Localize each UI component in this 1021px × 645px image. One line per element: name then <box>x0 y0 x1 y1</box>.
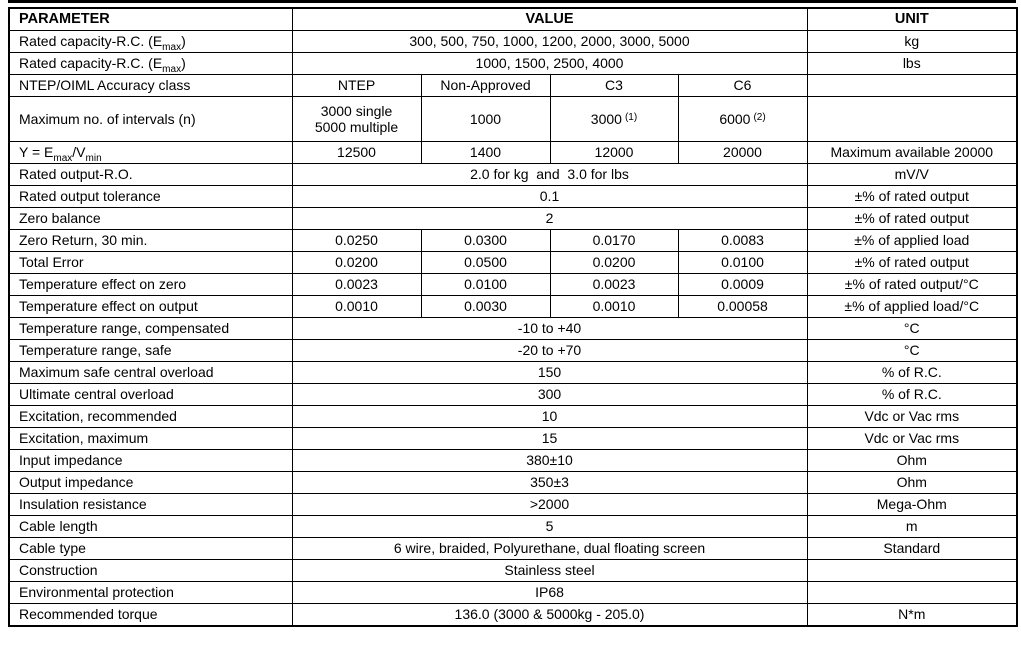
value-cell-non-approved: Non-Approved <box>421 75 550 97</box>
unit-cell: Standard <box>807 538 1017 560</box>
value-cell: 5 <box>292 516 807 538</box>
value-cell: 136.0 (3000 & 5000kg - 205.0) <box>292 604 807 627</box>
unit-cell: ±% of rated output <box>807 208 1017 230</box>
param-cell: Temperature effect on output <box>9 296 292 318</box>
value-line: 3000 single <box>320 103 393 119</box>
value-cell-non-approved: 0.0100 <box>421 274 550 296</box>
unit-cell <box>807 75 1017 97</box>
value-cell: >2000 <box>292 494 807 516</box>
value-cell-non-approved: 0.0300 <box>421 230 550 252</box>
value-cell-non-approved: 0.0500 <box>421 252 550 274</box>
value-cell-ntep <box>292 97 421 142</box>
unit-cell <box>807 97 1017 142</box>
param-cell: Construction <box>9 560 292 582</box>
param-cell <box>9 31 292 53</box>
param-cell: Recommended torque <box>9 604 292 627</box>
table-row-temp-range-safe <box>9 340 1017 362</box>
value-cell: 300, 500, 750, 1000, 1200, 2000, 3000, 5000 <box>292 31 807 53</box>
value-cell: 15 <box>292 428 807 450</box>
param-cell: Excitation, recommended <box>9 406 292 428</box>
table-row-temp-effect-zero <box>9 274 1017 296</box>
param-cell: Input impedance <box>9 450 292 472</box>
param-text: Y = E <box>19 144 54 161</box>
value-cell-ntep: 0.0010 <box>292 296 421 318</box>
table-row-rated-capacity-kg <box>9 31 1017 53</box>
value-cell: 1000, 1500, 2500, 4000 <box>292 53 807 75</box>
table-row-input-impedance <box>9 450 1017 472</box>
value-cell-c3: 12000 <box>550 142 678 164</box>
value-cell-c3 <box>550 97 678 142</box>
value-text: 3000 <box>590 110 622 127</box>
table-row-temp-range-compensated <box>9 318 1017 340</box>
value-cell-c6: 20000 <box>678 142 807 164</box>
param-cell: Maximum safe central overload <box>9 362 292 384</box>
value-text: 6000 <box>719 110 751 127</box>
value-cell: 10 <box>292 406 807 428</box>
value-cell: 2 <box>292 208 807 230</box>
param-subscript: max <box>162 42 182 53</box>
value-cell-ntep: 0.0250 <box>292 230 421 252</box>
unit-cell: Vdc or Vac rms <box>807 406 1017 428</box>
param-text: Rated capacity-R.C. (E <box>19 55 163 72</box>
param-cell: Ultimate central overload <box>9 384 292 406</box>
header-row <box>9 8 1017 31</box>
value-cell: 6 wire, braided, Polyurethane, dual floating screen <box>292 538 807 560</box>
value-cell-ntep: 12500 <box>292 142 421 164</box>
value-cell: 300 <box>292 384 807 406</box>
param-cell: Maximum no. of intervals (n) <box>9 97 292 142</box>
col-header-unit: UNIT <box>807 8 1017 31</box>
param-text: ) <box>181 55 186 72</box>
param-cell: NTEP/OIML Accuracy class <box>9 75 292 97</box>
param-subscript: min <box>85 153 102 164</box>
value-cell: -20 to +70 <box>292 340 807 362</box>
param-cell: Excitation, maximum <box>9 428 292 450</box>
value-cell-c6: 0.0009 <box>678 274 807 296</box>
unit-cell: °C <box>807 318 1017 340</box>
value-cell: -10 to +40 <box>292 318 807 340</box>
unit-cell: Vdc or Vac rms <box>807 428 1017 450</box>
value-cell: Stainless steel <box>292 560 807 582</box>
param-cell: Temperature range, safe <box>9 340 292 362</box>
unit-cell: kg <box>807 31 1017 53</box>
unit-cell <box>807 582 1017 604</box>
table-row-output-impedance <box>9 472 1017 494</box>
value-cell-c6: 0.00058 <box>678 296 807 318</box>
top-border-line <box>8 0 1016 3</box>
value-cell-c6: 0.0100 <box>678 252 807 274</box>
value-cell-non-approved: 1000 <box>421 97 550 142</box>
unit-cell: Maximum available 20000 <box>807 142 1017 164</box>
unit-cell: °C <box>807 340 1017 362</box>
value-cell-non-approved: 0.0030 <box>421 296 550 318</box>
unit-cell: ±% of rated output <box>807 252 1017 274</box>
param-text: Rated capacity-R.C. (E <box>19 33 163 50</box>
param-cell <box>9 53 292 75</box>
param-cell <box>9 142 292 164</box>
value-cell-ntep: 0.0200 <box>292 252 421 274</box>
value-cell-c6 <box>678 97 807 142</box>
table-row-ultimate-overload <box>9 384 1017 406</box>
footnote-superscript: (1) <box>624 111 638 123</box>
value-cell-ntep: 0.0023 <box>292 274 421 296</box>
table-row-environmental-protection <box>9 582 1017 604</box>
param-cell: Zero balance <box>9 208 292 230</box>
table-row-insulation-resistance <box>9 494 1017 516</box>
datasheet <box>8 0 1016 627</box>
table-row-max-intervals <box>9 97 1017 142</box>
unit-cell: ±% of applied load <box>807 230 1017 252</box>
footnote-superscript: (2) <box>753 111 766 123</box>
value-cell-c6: 0.0083 <box>678 230 807 252</box>
table-row-accuracy-class <box>9 75 1017 97</box>
table-row-cable-type <box>9 538 1017 560</box>
unit-cell: ±% of rated output/°C <box>807 274 1017 296</box>
table-row-zero-return <box>9 230 1017 252</box>
unit-cell: Ohm <box>807 472 1017 494</box>
value-cell-c3: 0.0010 <box>550 296 678 318</box>
table-row-output-tolerance <box>9 186 1017 208</box>
unit-cell: N*m <box>807 604 1017 627</box>
param-cell: Environmental protection <box>9 582 292 604</box>
unit-cell: Mega-Ohm <box>807 494 1017 516</box>
table-row-recommended-torque <box>9 604 1017 627</box>
value-cell: 0.1 <box>292 186 807 208</box>
table-row-zero-balance <box>9 208 1017 230</box>
param-cell: Cable length <box>9 516 292 538</box>
table-row-max-safe-overload <box>9 362 1017 384</box>
spec-table <box>8 7 1018 627</box>
table-row-rated-capacity-lbs <box>9 53 1017 75</box>
table-row-excitation-maximum <box>9 428 1017 450</box>
unit-cell: Ohm <box>807 450 1017 472</box>
table-row-total-error <box>9 252 1017 274</box>
table-row-excitation-recommended <box>9 406 1017 428</box>
col-header-value: VALUE <box>292 8 807 31</box>
param-subscript: max <box>53 153 73 164</box>
unit-cell: % of R.C. <box>807 384 1017 406</box>
value-cell-non-approved: 1400 <box>421 142 550 164</box>
value-cell-c3: C3 <box>550 75 678 97</box>
value-cell-c3: 0.0023 <box>550 274 678 296</box>
param-cell: Insulation resistance <box>9 494 292 516</box>
param-cell: Temperature range, compensated <box>9 318 292 340</box>
unit-cell: m <box>807 516 1017 538</box>
unit-cell <box>807 560 1017 582</box>
value-cell-ntep: NTEP <box>292 75 421 97</box>
value-cell: 350±3 <box>292 472 807 494</box>
value-cell: 150 <box>292 362 807 384</box>
param-cell: Rated output tolerance <box>9 186 292 208</box>
value-cell-c3: 0.0200 <box>550 252 678 274</box>
param-cell: Temperature effect on zero <box>9 274 292 296</box>
param-text: ) <box>181 33 186 50</box>
unit-cell: mV/V <box>807 164 1017 186</box>
param-cell: Output impedance <box>9 472 292 494</box>
unit-cell: % of R.C. <box>807 362 1017 384</box>
param-subscript: max <box>162 64 182 75</box>
value-cell-c3: 0.0170 <box>550 230 678 252</box>
param-cell: Zero Return, 30 min. <box>9 230 292 252</box>
value-cell: IP68 <box>292 582 807 604</box>
value-cell-c6: C6 <box>678 75 807 97</box>
value-line: 5000 multiple <box>314 119 399 135</box>
param-text: /V <box>72 144 86 161</box>
param-cell: Total Error <box>9 252 292 274</box>
param-cell: Cable type <box>9 538 292 560</box>
unit-cell: ±% of rated output <box>807 186 1017 208</box>
unit-cell: ±% of applied load/°C <box>807 296 1017 318</box>
table-row-construction <box>9 560 1017 582</box>
table-row-temp-effect-output <box>9 296 1017 318</box>
unit-cell: lbs <box>807 53 1017 75</box>
param-cell: Rated output-R.O. <box>9 164 292 186</box>
value-cell: 380±10 <box>292 450 807 472</box>
table-row-y-ratio <box>9 142 1017 164</box>
col-header-parameter: PARAMETER <box>9 8 292 31</box>
table-row-rated-output <box>9 164 1017 186</box>
table-row-cable-length <box>9 516 1017 538</box>
value-cell: 2.0 for kg and 3.0 for lbs <box>292 164 807 186</box>
